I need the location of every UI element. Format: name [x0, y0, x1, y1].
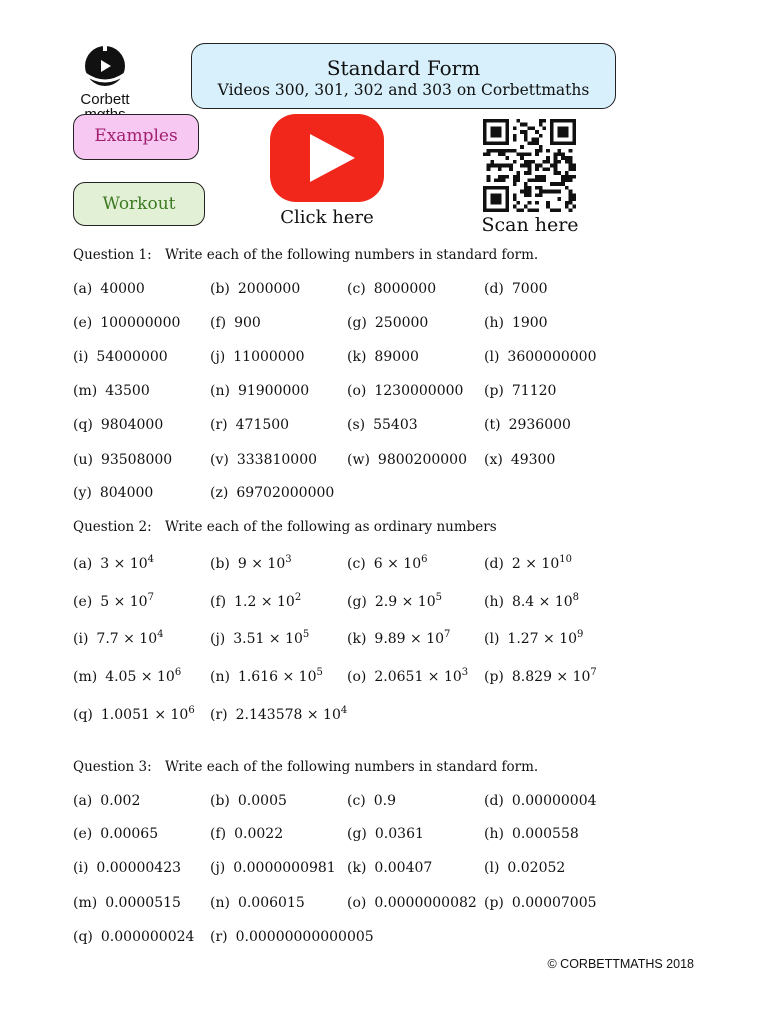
item-value: 0.006015	[237, 895, 305, 911]
question-1-heading	[73, 247, 538, 263]
q2-item	[210, 556, 292, 572]
q3-item	[347, 860, 432, 876]
item-label: (y)	[73, 485, 92, 501]
item-label: (d)	[484, 556, 504, 572]
q1-item	[347, 383, 463, 399]
item-label: (l)	[484, 349, 500, 365]
item-value: 2000000	[237, 281, 301, 297]
q2-item	[73, 707, 195, 723]
item-value: 0.000558	[511, 826, 579, 842]
item-value: 55403	[373, 417, 418, 433]
item-label: (k)	[347, 860, 367, 876]
item-label: (p)	[484, 383, 504, 399]
item-value: 0.0361	[374, 826, 424, 842]
click-here-label[interactable]: Click here	[280, 207, 374, 228]
q3-item	[484, 860, 565, 876]
item-mantissa: 2.9 × 10	[374, 594, 436, 610]
item-label: (x)	[484, 452, 503, 468]
item-exponent: 3	[461, 667, 469, 678]
item-label: (t)	[484, 417, 501, 433]
item-mantissa: 5 × 10	[100, 594, 148, 610]
item-label: (a)	[73, 793, 93, 809]
page-title: Standard Form	[326, 56, 481, 80]
q3-item	[347, 895, 477, 911]
q2-item	[484, 556, 572, 572]
item-label: (o)	[347, 895, 367, 911]
item-mantissa: 2.143578 × 10	[235, 707, 341, 723]
corbettmaths-logo	[74, 46, 136, 114]
item-mantissa: 8.4 × 10	[511, 594, 573, 610]
item-label: (p)	[484, 895, 504, 911]
item-mantissa: 1.2 × 10	[234, 594, 295, 610]
item-value: 471500	[235, 417, 290, 433]
item-label: (n)	[210, 383, 230, 399]
item-exponent: 10	[559, 554, 572, 565]
item-mantissa: 6 × 10	[373, 556, 422, 572]
copyright-footer: © CORBETTMATHS 2018	[547, 957, 694, 971]
item-value: 0.00000000000005	[235, 929, 374, 945]
item-value: 43500	[105, 383, 150, 399]
question-3-number: Question 3:	[73, 759, 152, 775]
q3-item	[484, 793, 597, 809]
scan-here-label: Scan here	[481, 214, 579, 236]
item-mantissa: 3.51 × 10	[233, 631, 303, 647]
q1-item	[73, 417, 163, 433]
item-value: 100000000	[100, 315, 181, 331]
item-value: 0.00065	[100, 826, 159, 842]
question-2-number: Question 2:	[73, 519, 152, 535]
item-label: (q)	[73, 417, 93, 433]
item-label: (m)	[73, 669, 98, 685]
item-mantissa: 4.05 × 10	[105, 669, 175, 685]
item-label: (c)	[347, 281, 366, 297]
item-value: 0.0005	[237, 793, 287, 809]
question-2-prompt: Write each of the following as ordinary numbers	[165, 519, 497, 535]
q3-item	[210, 826, 283, 842]
item-label: (g)	[347, 594, 367, 610]
item-label: (f)	[210, 826, 227, 842]
q1-item	[484, 383, 556, 399]
item-label: (a)	[73, 556, 93, 572]
item-exponent: 5	[316, 667, 323, 678]
item-value: 7000	[511, 281, 548, 297]
q2-item	[347, 669, 468, 685]
item-label: (f)	[210, 594, 227, 610]
item-value: 0.0000515	[105, 895, 181, 911]
item-value: 54000000	[96, 349, 168, 365]
item-exponent: 4	[157, 629, 164, 640]
item-label: (h)	[484, 594, 504, 610]
q2-item	[73, 556, 154, 572]
item-value: 93508000	[100, 452, 173, 468]
item-value: 0.000000024	[100, 929, 195, 945]
q3-item	[347, 793, 396, 809]
item-label: (d)	[484, 281, 504, 297]
item-mantissa: 9 × 10	[237, 556, 286, 572]
q2-item	[347, 631, 450, 647]
logo-text-line1: Corbett	[80, 91, 130, 108]
youtube-play-icon[interactable]	[270, 114, 384, 202]
item-label: (n)	[210, 669, 230, 685]
item-label: (z)	[210, 485, 229, 501]
q2-item	[210, 707, 347, 723]
q3-item	[210, 860, 336, 876]
item-label: (u)	[73, 452, 93, 468]
item-label: (h)	[484, 315, 504, 331]
item-mantissa: 2.0651 × 10	[374, 669, 462, 685]
item-value: 89000	[374, 349, 419, 365]
item-value: 2936000	[508, 417, 571, 433]
q3-item	[210, 929, 374, 945]
item-value: 0.02052	[507, 860, 566, 876]
item-exponent: 6	[188, 705, 195, 716]
item-exponent: 4	[340, 705, 348, 716]
item-label: (l)	[484, 631, 500, 647]
q3-item	[73, 826, 158, 842]
item-label: (j)	[210, 349, 226, 365]
workout-button[interactable]: Workout	[73, 182, 205, 226]
q2-item	[484, 594, 579, 610]
q1-item	[347, 315, 428, 331]
q2-item	[347, 594, 442, 610]
item-value: 804000	[99, 485, 154, 501]
item-mantissa: 2 × 10	[511, 556, 560, 572]
item-value: 8000000	[373, 281, 437, 297]
item-label: (q)	[73, 707, 93, 723]
item-value: 1230000000	[374, 383, 464, 399]
item-label: (c)	[347, 793, 366, 809]
q1-item	[73, 452, 172, 468]
q3-item	[73, 895, 181, 911]
q1-item	[484, 452, 555, 468]
item-label: (r)	[210, 929, 228, 945]
q2-item	[73, 631, 164, 647]
q1-item	[73, 383, 150, 399]
item-value: 0.00007005	[511, 895, 597, 911]
qr-code-icon	[483, 119, 576, 212]
item-label: (q)	[73, 929, 93, 945]
item-value: 11000000	[233, 349, 305, 365]
q2-item	[210, 669, 323, 685]
item-label: (m)	[73, 383, 98, 399]
q3-item	[484, 826, 579, 842]
item-label: (g)	[347, 315, 367, 331]
q3-item	[73, 860, 181, 876]
item-label: (g)	[347, 826, 367, 842]
q1-item	[347, 417, 418, 433]
item-label: (s)	[347, 417, 366, 433]
q1-item	[210, 315, 261, 331]
item-label: (e)	[73, 594, 93, 610]
q3-item	[484, 895, 597, 911]
question-3-prompt: Write each of the following numbers in standard form.	[165, 759, 539, 775]
item-value: 49300	[510, 452, 556, 468]
logo-emblem-icon	[74, 46, 136, 88]
q2-item	[484, 631, 583, 647]
q2-item	[347, 556, 428, 572]
item-value: 71120	[511, 383, 557, 399]
item-value: 0.00407	[374, 860, 433, 876]
q1-item	[73, 315, 180, 331]
q1-item	[210, 349, 305, 365]
item-label: (w)	[347, 452, 370, 468]
item-value: 0.00000423	[96, 860, 182, 876]
q2-item	[73, 594, 154, 610]
q1-item	[347, 281, 436, 297]
q2-item	[73, 669, 181, 685]
item-mantissa: 7.7 × 10	[96, 631, 158, 647]
item-label: (i)	[73, 860, 89, 876]
q3-item	[73, 929, 194, 945]
q1-item	[210, 485, 334, 501]
q2-item	[484, 669, 597, 685]
item-label: (i)	[73, 631, 89, 647]
title-box	[191, 43, 616, 109]
item-label: (o)	[347, 383, 367, 399]
item-exponent: 8	[572, 592, 580, 603]
q2-item	[210, 631, 309, 647]
q1-item	[210, 383, 309, 399]
item-value: 0.0000000981	[233, 860, 336, 876]
q1-item	[347, 349, 419, 365]
item-label: (b)	[210, 556, 230, 572]
item-value: 9800200000	[377, 452, 467, 468]
q2-item	[210, 594, 301, 610]
item-value: 0.0022	[234, 826, 284, 842]
item-label: (n)	[210, 895, 230, 911]
page-subtitle: Videos 300, 301, 302 and 303 on Corbettmaths	[217, 81, 590, 99]
q1-item	[73, 485, 153, 501]
item-mantissa: 1.616 × 10	[237, 669, 317, 685]
q3-item	[347, 826, 424, 842]
item-value: 40000	[100, 281, 145, 297]
item-label: (e)	[73, 826, 93, 842]
question-2-heading	[73, 519, 497, 535]
item-label: (j)	[210, 631, 226, 647]
item-value: 3600000000	[507, 349, 597, 365]
item-value: 0.00000004	[511, 793, 597, 809]
item-mantissa: 1.27 × 10	[507, 631, 578, 647]
item-exponent: 6	[421, 554, 428, 565]
item-value: 91900000	[237, 383, 310, 399]
item-exponent: 7	[590, 667, 597, 678]
item-label: (k)	[347, 631, 367, 647]
q1-item	[484, 315, 548, 331]
question-3-heading	[73, 759, 538, 775]
item-label: (h)	[484, 826, 504, 842]
item-value: 69702000000	[236, 485, 335, 501]
item-value: 9804000	[100, 417, 164, 433]
q1-item	[484, 281, 548, 297]
q1-item	[210, 281, 300, 297]
q3-item	[73, 793, 140, 809]
q1-item	[484, 349, 596, 365]
question-1-prompt: Write each of the following numbers in standard form.	[165, 247, 539, 263]
item-label: (o)	[347, 669, 367, 685]
q1-item	[210, 452, 317, 468]
item-mantissa: 3 × 10	[100, 556, 148, 572]
item-mantissa: 1.0051 × 10	[100, 707, 189, 723]
item-value: 900	[234, 315, 261, 331]
item-exponent: 5	[302, 629, 310, 640]
q3-item	[210, 895, 305, 911]
item-exponent: 3	[285, 554, 292, 565]
item-label: (k)	[347, 349, 367, 365]
item-label: (d)	[484, 793, 504, 809]
item-mantissa: 9.89 × 10	[374, 631, 445, 647]
item-exponent: 2	[294, 592, 302, 603]
item-label: (i)	[73, 349, 89, 365]
question-1-number: Question 1:	[73, 247, 152, 263]
q1-item	[484, 417, 571, 433]
item-label: (r)	[210, 417, 228, 433]
q1-item	[210, 417, 289, 433]
item-label: (e)	[73, 315, 93, 331]
item-label: (f)	[210, 315, 227, 331]
item-label: (a)	[73, 281, 93, 297]
item-exponent: 7	[444, 629, 451, 640]
item-label: (c)	[347, 556, 366, 572]
item-value: 250000	[374, 315, 429, 331]
item-exponent: 7	[147, 592, 154, 603]
item-exponent: 9	[577, 629, 584, 640]
item-value: 333810000	[236, 452, 318, 468]
item-value: 1900	[511, 315, 548, 331]
item-value: 0.9	[373, 793, 397, 809]
item-label: (m)	[73, 895, 98, 911]
item-label: (b)	[210, 793, 230, 809]
item-mantissa: 8.829 × 10	[511, 669, 591, 685]
item-label: (r)	[210, 707, 228, 723]
examples-button[interactable]: Examples	[73, 114, 199, 160]
item-value: 0.002	[100, 793, 141, 809]
q1-item	[73, 281, 145, 297]
item-label: (l)	[484, 860, 500, 876]
item-label: (v)	[210, 452, 229, 468]
item-label: (b)	[210, 281, 230, 297]
q3-item	[210, 793, 287, 809]
q1-item	[347, 452, 467, 468]
item-exponent: 6	[174, 667, 182, 678]
item-exponent: 5	[435, 592, 442, 603]
item-value: 0.0000000082	[374, 895, 477, 911]
item-label: (p)	[484, 669, 504, 685]
item-label: (j)	[210, 860, 226, 876]
item-exponent: 4	[147, 554, 155, 565]
q1-item	[73, 349, 168, 365]
